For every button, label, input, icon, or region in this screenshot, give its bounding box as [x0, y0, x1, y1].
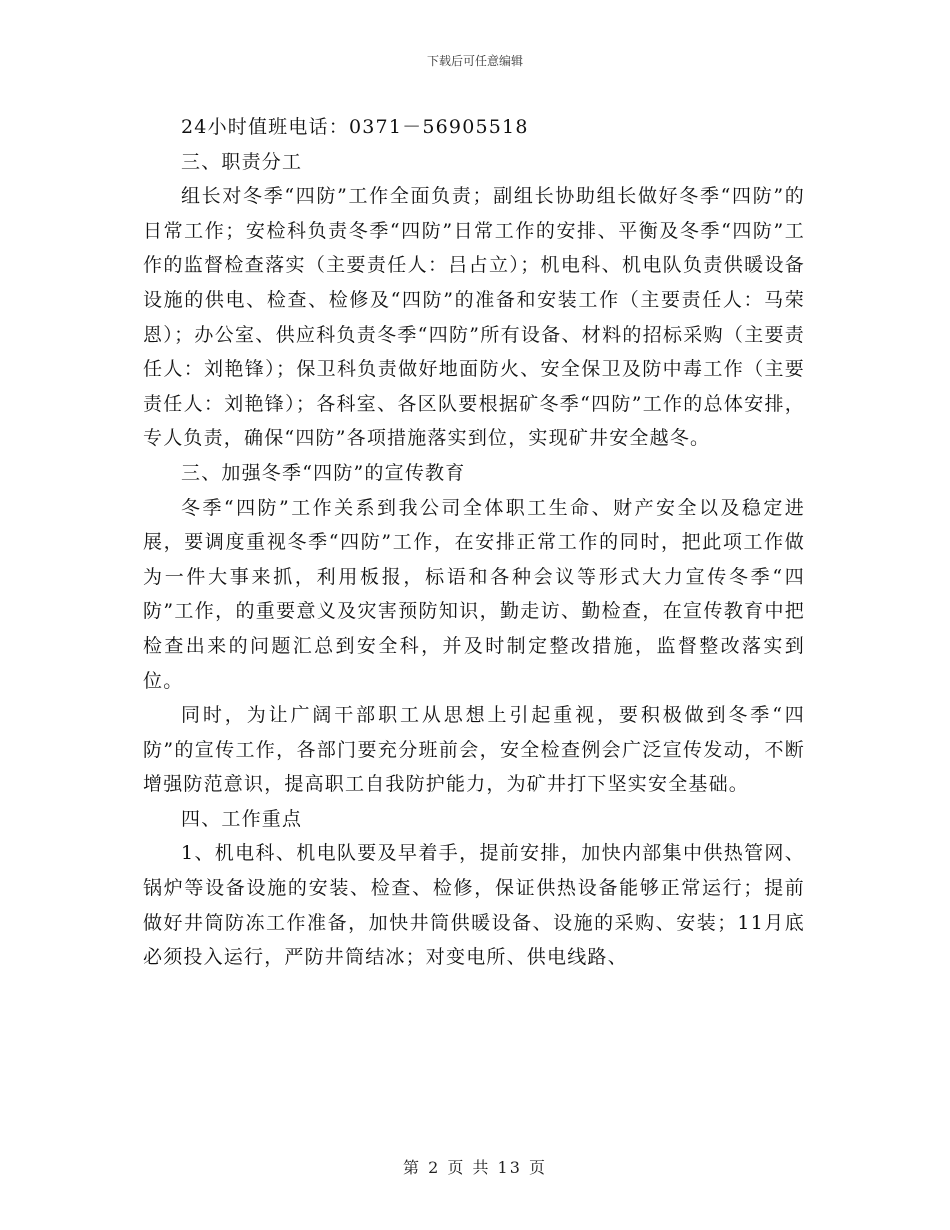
section-heading-publicity: 三、加强冬季“四防”的宣传教育 — [181, 461, 466, 484]
section-heading-key-work: 四、工作重点 — [181, 807, 303, 830]
document-body — [143, 110, 805, 975]
duty-phone-line: 24小时值班电话：0371－56905518 — [181, 116, 529, 138]
section-heading-duties: 三、职责分工 — [181, 150, 303, 173]
page-header: 下载后可任意编辑 — [426, 54, 523, 68]
page-number: 第 2 页 共 13 页 — [403, 1158, 547, 1177]
paragraph-duties: 组长对冬季“四防”工作全面负责；副组长协助组长做好冬季“四防”的日常工作；安检科负责冬季“四防”日常工作的安排、平衡及冬季“四防”工作的监督检查落实（主要责任人：吕占立）；机电科、机电队负责供暖设备设施的供电、检查、检修及“四防”的准备和安装工作（主要责任人：马荣恩）；办公室、供应科负责冬季“四防”所有设备、材料的招标采购（主要责任人：刘艳锋）；保卫科负责做好地面防火、安全保卫及防中毒工作（主要责任人：刘艳锋）；各科室、各区队要根据矿冬季“四防”工作的总体安排，专人负责，确保“四防”各项措施落实到位，实现矿井安全越冬。 — [143, 185, 805, 450]
paragraph-awareness: 同时，为让广阔干部职工从思想上引起重视，要积极做到冬季“四防”的宣传工作，各部门要充分班前会，安全检查例会广泛宣传发动，不断增强防范意识，提高职工自我防护能力，为矿井打下坚实安全基础。 — [143, 704, 805, 796]
paragraph-publicity: 冬季“四防”工作关系到我公司全体职工生命、财产安全以及稳定进展，要调度重视冬季“四防”工作，在安排正常工作的同时，把此项工作做为一件大事来抓，利用板报，标语和各种会议等形式大力宣传冬季“四防”工作，的重要意义及灾害预防知识，勤走访、勤检查，在宣传教育中把检查出来的问题汇总到安全科，并及时制定整改措施，监督整改落实到位。 — [143, 496, 805, 692]
paragraph-key-work-1: 1、机电科、机电队要及早着手，提前安排，加快内部集中供热管网、锅炉等设备设施的安装、检查、检修，保证供热设备能够正常运行；提前做好井筒防冻工作准备，加快井筒供暖设备、设施的采购、安装；11月底必须投入运行，严防井筒结冰；对变电所、供电线路、 — [143, 842, 805, 969]
